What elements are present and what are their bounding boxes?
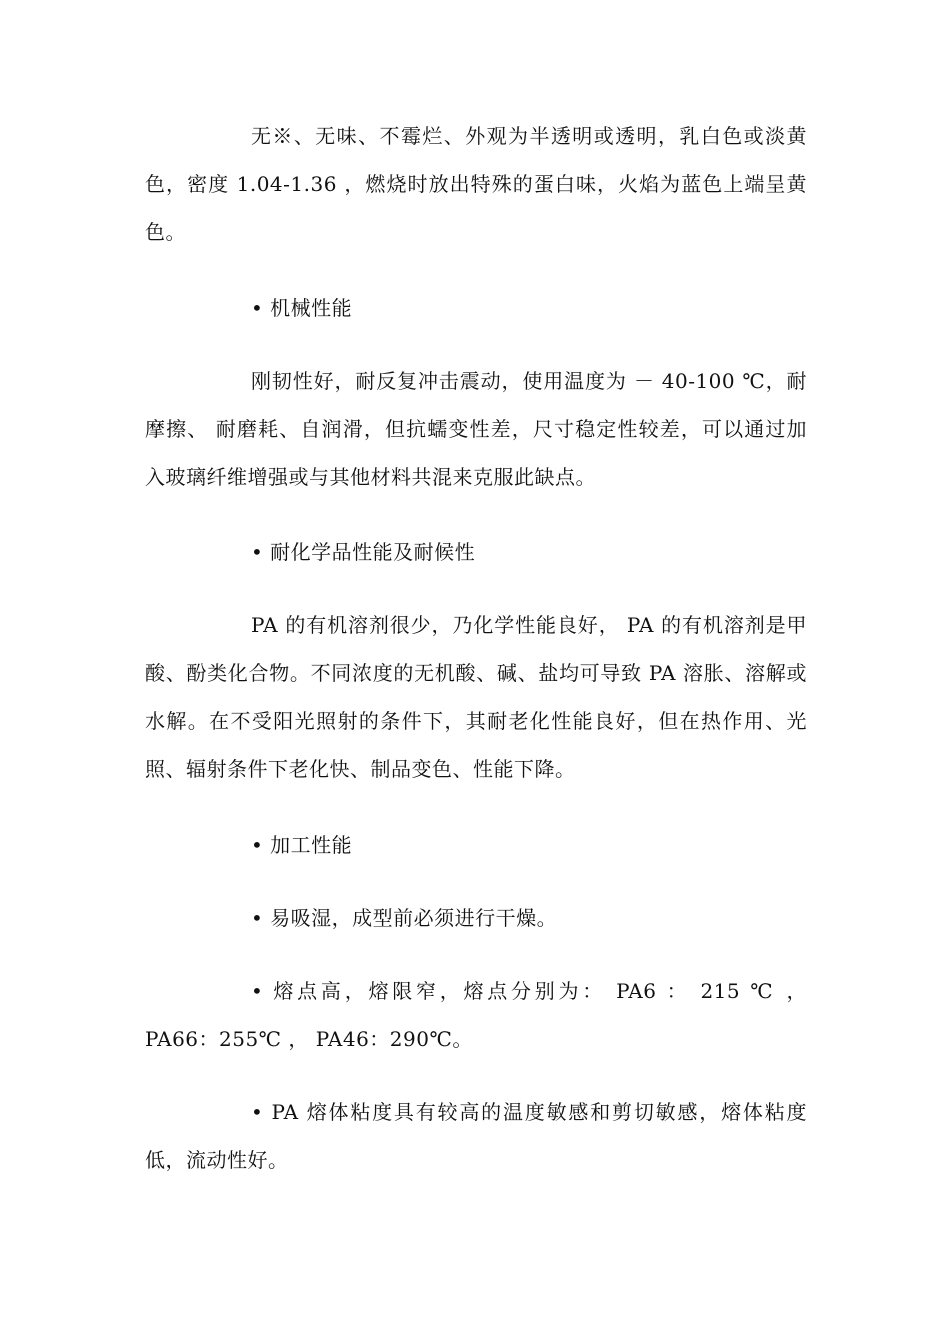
heading-processing-properties: • 加工性能 [251, 833, 353, 857]
paragraph-appearance: 无※、无味、不霉烂、外观为半透明或透明，乳白色或淡黄色，密度 1.04-1.36 ，燃烧时放出特殊的蛋白味，火焰为蓝色上端呈黄色。 [145, 124, 807, 244]
heading-mechanical-properties: • 机械性能 [251, 296, 353, 320]
bullet-melt-viscosity: • PA 熔体粘度具有较高的温度敏感和剪切敏感，熔体粘度低，流动性好。 [145, 1100, 807, 1172]
bullet-melting-point: • 熔点高，熔限窄，熔点分别为： PA6 ： 215 ℃ ， PA66：255℃ ， PA46：290℃。 [145, 979, 807, 1051]
bullet-moisture: • 易吸湿，成型前必须进行干燥。 [251, 906, 558, 930]
paragraph-chemical: PA 的有机溶剂很少，乃化学性能良好， PA 的有机溶剂是甲酸、酚类化合物。不同浓度的无机酸、碱、盐均可导致 PA 溶胀、溶解或水解。在不受阳光照射的条件下，其耐老化性能良好，但在热作用、光照、辐射条件下老化快、制品变色、性能下降。 [145, 613, 807, 781]
paragraph-mechanical: 刚韧性好，耐反复冲击震动，使用温度为 － 40-100 ℃，耐摩擦、 耐磨耗、自润滑，但抗蠕变性差，尺寸稳定性较差，可以通过加入玻璃纤维增强或与其他材料共混来克服此缺点。 [145, 369, 807, 489]
heading-chemical-resistance: • 耐化学品性能及耐候性 [251, 540, 476, 564]
